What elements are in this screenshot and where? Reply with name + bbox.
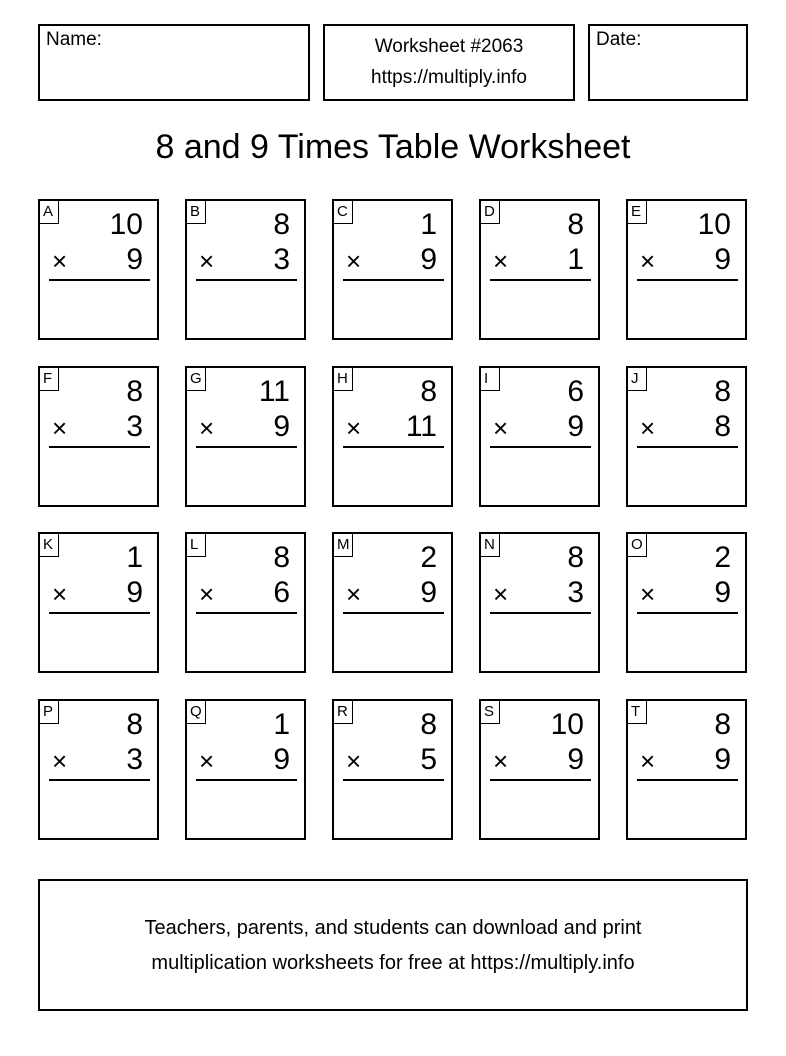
problem-card bbox=[185, 366, 306, 507]
footer-line-1: Teachers, parents, and students can download and print bbox=[144, 917, 642, 939]
answer-line bbox=[343, 779, 444, 781]
problem-card bbox=[626, 199, 747, 340]
problem-letter: B bbox=[187, 201, 206, 224]
problem-card bbox=[332, 199, 453, 340]
problem-multiplier: 9 bbox=[714, 243, 731, 276]
answer-line bbox=[49, 279, 150, 281]
problem-multiplier: 3 bbox=[126, 743, 143, 776]
times-icon: × bbox=[493, 246, 509, 276]
problem-letter: M bbox=[334, 534, 353, 557]
problem-letter: K bbox=[40, 534, 59, 557]
problem-letter: R bbox=[334, 701, 353, 724]
problem-multiplicand: 8 bbox=[567, 541, 584, 574]
times-icon: × bbox=[640, 246, 656, 276]
problem-card bbox=[185, 532, 306, 673]
problem-multiplicand: 10 bbox=[550, 708, 584, 741]
problem-multiplicand: 8 bbox=[420, 375, 437, 408]
answer-line bbox=[49, 612, 150, 614]
times-icon: × bbox=[52, 413, 68, 443]
times-icon: × bbox=[493, 746, 509, 776]
answer-line bbox=[196, 779, 297, 781]
problem-multiplier: 6 bbox=[273, 576, 290, 609]
problem-multiplicand: 1 bbox=[273, 708, 290, 741]
worksheet-number: Worksheet #2063 bbox=[374, 36, 524, 57]
page-title: 8 and 9 Times Table Worksheet bbox=[155, 128, 631, 166]
times-icon: × bbox=[199, 746, 215, 776]
problem-multiplier: 8 bbox=[714, 410, 731, 443]
problem-multiplier: 3 bbox=[273, 243, 290, 276]
problem-letter: N bbox=[481, 534, 500, 557]
footer-box bbox=[38, 879, 748, 1011]
problem-multiplier: 3 bbox=[567, 576, 584, 609]
problem-multiplicand: 8 bbox=[714, 708, 731, 741]
problem-card bbox=[626, 366, 747, 507]
answer-line bbox=[490, 779, 591, 781]
problem-multiplier: 9 bbox=[567, 410, 584, 443]
problem-multiplicand: 8 bbox=[567, 208, 584, 241]
problem-multiplier: 1 bbox=[567, 243, 584, 276]
answer-line bbox=[490, 446, 591, 448]
problem-card bbox=[38, 532, 159, 673]
problem-multiplier: 9 bbox=[420, 243, 437, 276]
times-icon: × bbox=[346, 413, 362, 443]
problem-multiplicand: 1 bbox=[420, 208, 437, 241]
problem-letter: O bbox=[628, 534, 647, 557]
times-icon: × bbox=[199, 413, 215, 443]
times-icon: × bbox=[493, 579, 509, 609]
times-icon: × bbox=[199, 579, 215, 609]
worksheet-info-box bbox=[323, 24, 575, 101]
problem-multiplicand: 8 bbox=[126, 708, 143, 741]
problem-card bbox=[479, 366, 600, 507]
problem-multiplicand: 10 bbox=[697, 208, 731, 241]
problem-letter: D bbox=[481, 201, 500, 224]
problem-card bbox=[38, 699, 159, 840]
answer-line bbox=[49, 446, 150, 448]
problem-card bbox=[626, 699, 747, 840]
problem-letter: H bbox=[334, 368, 353, 391]
answer-line bbox=[196, 612, 297, 614]
problem-letter: P bbox=[40, 701, 59, 724]
answer-line bbox=[637, 612, 738, 614]
answer-line bbox=[637, 279, 738, 281]
problem-card bbox=[479, 532, 600, 673]
problem-card bbox=[38, 199, 159, 340]
times-icon: × bbox=[493, 413, 509, 443]
problem-multiplier: 9 bbox=[126, 576, 143, 609]
answer-line bbox=[343, 446, 444, 448]
problem-multiplier: 9 bbox=[714, 743, 731, 776]
problem-card bbox=[332, 366, 453, 507]
problem-multiplicand: 8 bbox=[273, 208, 290, 241]
problem-multiplier: 11 bbox=[405, 410, 437, 443]
times-icon: × bbox=[346, 579, 362, 609]
problem-card bbox=[185, 199, 306, 340]
times-icon: × bbox=[346, 246, 362, 276]
problem-letter: L bbox=[187, 534, 206, 557]
problem-multiplier: 5 bbox=[420, 743, 437, 776]
problem-multiplicand: 2 bbox=[714, 541, 731, 574]
problem-card bbox=[38, 366, 159, 507]
problem-multiplicand: 2 bbox=[420, 541, 437, 574]
problem-multiplier: 3 bbox=[126, 410, 143, 443]
problem-letter: F bbox=[40, 368, 59, 391]
problem-letter: J bbox=[628, 368, 647, 391]
answer-line bbox=[343, 279, 444, 281]
problem-card bbox=[479, 699, 600, 840]
answer-line bbox=[490, 279, 591, 281]
times-icon: × bbox=[640, 579, 656, 609]
times-icon: × bbox=[52, 246, 68, 276]
problem-letter: I bbox=[481, 368, 500, 391]
problem-multiplicand: 6 bbox=[567, 375, 584, 408]
problem-letter: C bbox=[334, 201, 353, 224]
problem-multiplicand: 8 bbox=[714, 375, 731, 408]
answer-line bbox=[637, 446, 738, 448]
problem-letter: S bbox=[481, 701, 500, 724]
times-icon: × bbox=[640, 746, 656, 776]
problem-card bbox=[332, 699, 453, 840]
problem-multiplicand: 1 bbox=[126, 541, 143, 574]
problem-card bbox=[626, 532, 747, 673]
times-icon: × bbox=[52, 746, 68, 776]
answer-line bbox=[637, 779, 738, 781]
problem-letter: E bbox=[628, 201, 647, 224]
problem-multiplicand: 11 bbox=[258, 375, 290, 408]
times-icon: × bbox=[640, 413, 656, 443]
times-icon: × bbox=[52, 579, 68, 609]
date-label: Date: bbox=[596, 29, 642, 50]
name-label: Name: bbox=[46, 29, 102, 50]
times-icon: × bbox=[346, 746, 362, 776]
worksheet-url: https://multiply.info bbox=[371, 67, 527, 88]
problem-multiplicand: 8 bbox=[126, 375, 143, 408]
problem-multiplier: 9 bbox=[567, 743, 584, 776]
problem-card bbox=[185, 699, 306, 840]
problem-multiplier: 9 bbox=[420, 576, 437, 609]
times-icon: × bbox=[199, 246, 215, 276]
answer-line bbox=[343, 612, 444, 614]
problem-card bbox=[332, 532, 453, 673]
footer-line-2: multiplication worksheets for free at https://multiply.info bbox=[151, 952, 635, 974]
name-field-box[interactable] bbox=[38, 24, 310, 101]
problem-letter: G bbox=[187, 368, 206, 391]
problem-letter: Q bbox=[187, 701, 206, 724]
problem-letter: A bbox=[40, 201, 59, 224]
problem-multiplier: 9 bbox=[273, 743, 290, 776]
answer-line bbox=[196, 279, 297, 281]
problem-multiplier: 9 bbox=[126, 243, 143, 276]
problem-multiplicand: 8 bbox=[273, 541, 290, 574]
date-field-box[interactable] bbox=[588, 24, 748, 101]
problem-multiplier: 9 bbox=[714, 576, 731, 609]
problem-multiplier: 9 bbox=[273, 410, 290, 443]
problem-card bbox=[479, 199, 600, 340]
problem-letter: T bbox=[628, 701, 647, 724]
answer-line bbox=[49, 779, 150, 781]
answer-line bbox=[196, 446, 297, 448]
problem-multiplicand: 10 bbox=[109, 208, 143, 241]
answer-line bbox=[490, 612, 591, 614]
problem-multiplicand: 8 bbox=[420, 708, 437, 741]
